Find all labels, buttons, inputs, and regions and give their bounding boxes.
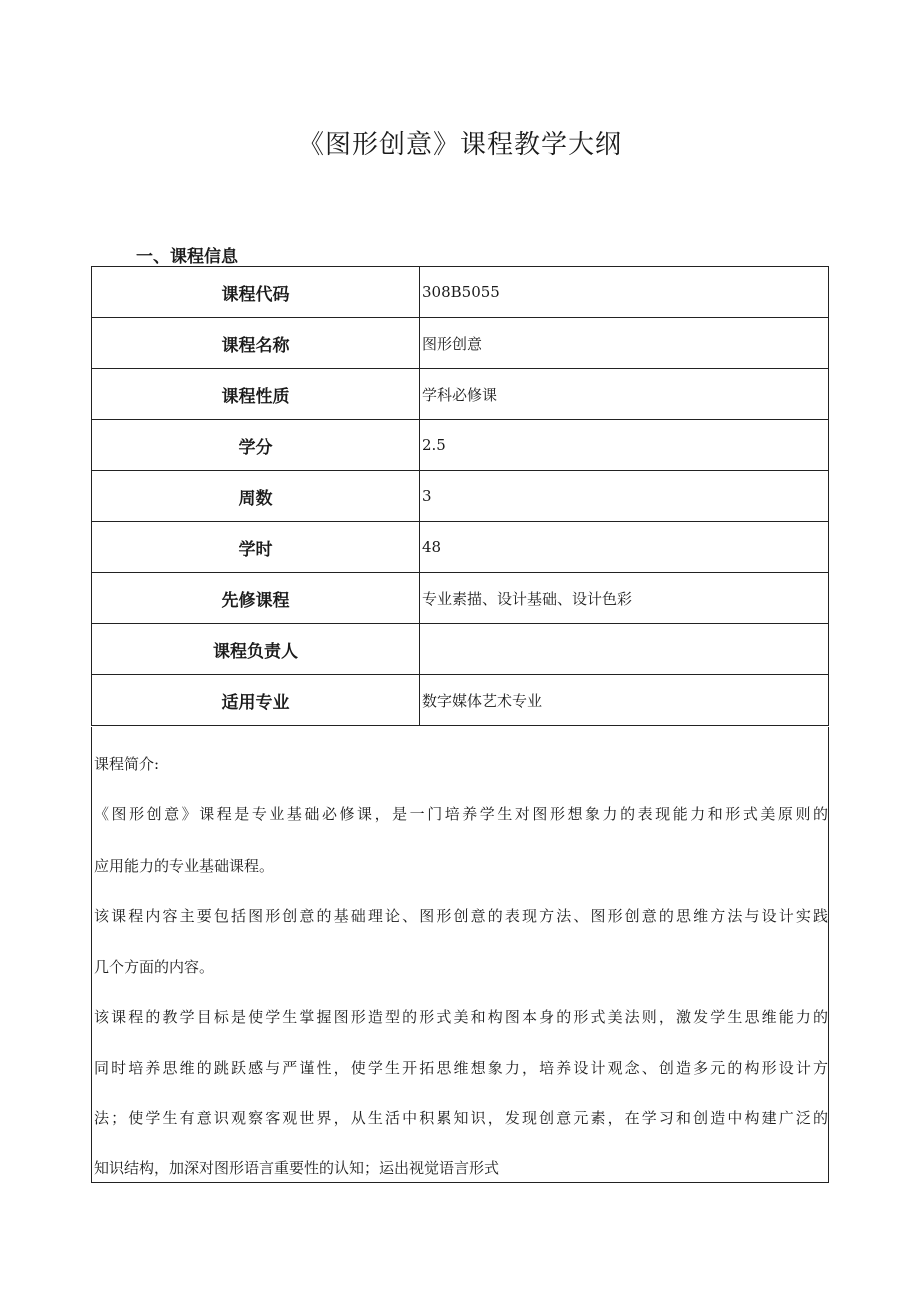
- row-label: 学分: [92, 420, 420, 471]
- row-value: 2.5: [420, 420, 829, 471]
- course-intro-box: [91, 727, 829, 1183]
- row-value: 3: [420, 471, 829, 522]
- table-row: [92, 369, 829, 420]
- intro-line: 同时培养思维的跳跃感与严谨性，使学生开拓思维想象力，培养设计观念、创造多元的构形设计方: [94, 1059, 828, 1077]
- section-heading-course-info: 一、课程信息: [136, 247, 238, 267]
- row-label: 周数: [92, 471, 420, 522]
- intro-line: 法；使学生有意识观察客观世界，从生活中积累知识，发现创意元素，在学习和创造中构建广泛的: [94, 1109, 828, 1127]
- table-row: [92, 573, 829, 624]
- row-label: 课程名称: [92, 318, 420, 369]
- table-row: [92, 267, 829, 318]
- document-title: 《图形创意》课程教学大纲: [297, 130, 622, 160]
- row-value: [420, 624, 829, 675]
- row-value: 专业素描、设计基础、设计色彩: [420, 573, 829, 624]
- intro-line: 《图形创意》课程是专业基础必修课，是一门培养学生对图形想象力的表现能力和形式美原则的: [94, 805, 828, 823]
- row-label: 课程负责人: [92, 624, 420, 675]
- intro-heading: 课程简介:: [94, 755, 160, 773]
- row-value: 图形创意: [420, 318, 829, 369]
- table-row: [92, 318, 829, 369]
- row-value: 学科必修课: [420, 369, 829, 420]
- table-row: [92, 420, 829, 471]
- row-label: 先修课程: [92, 573, 420, 624]
- intro-line: 应用能力的专业基础课程。: [94, 857, 275, 875]
- row-label: 学时: [92, 522, 420, 573]
- intro-line: 该课程内容主要包括图形创意的基础理论、图形创意的表现方法、图形创意的思维方法与设计实践: [94, 907, 828, 925]
- row-value: 数字媒体艺术专业: [420, 675, 829, 726]
- intro-line: 该课程的教学目标是使学生掌握图形造型的形式美和构图本身的形式美法则，激发学生思维能力的: [94, 1008, 828, 1026]
- intro-line: 知识结构，加深对图形语言重要性的认知；运出视觉语言形式: [94, 1159, 500, 1177]
- row-value: 308B5055: [420, 267, 829, 318]
- table-row: [92, 624, 829, 675]
- row-value: 48: [420, 522, 829, 573]
- table-row: [92, 675, 829, 726]
- table-row: [92, 471, 829, 522]
- course-info-table: [91, 266, 829, 726]
- row-label: 适用专业: [92, 675, 420, 726]
- row-label: 课程代码: [92, 267, 420, 318]
- table-row: [92, 522, 829, 573]
- row-label: 课程性质: [92, 369, 420, 420]
- intro-line: 几个方面的内容。: [94, 958, 215, 976]
